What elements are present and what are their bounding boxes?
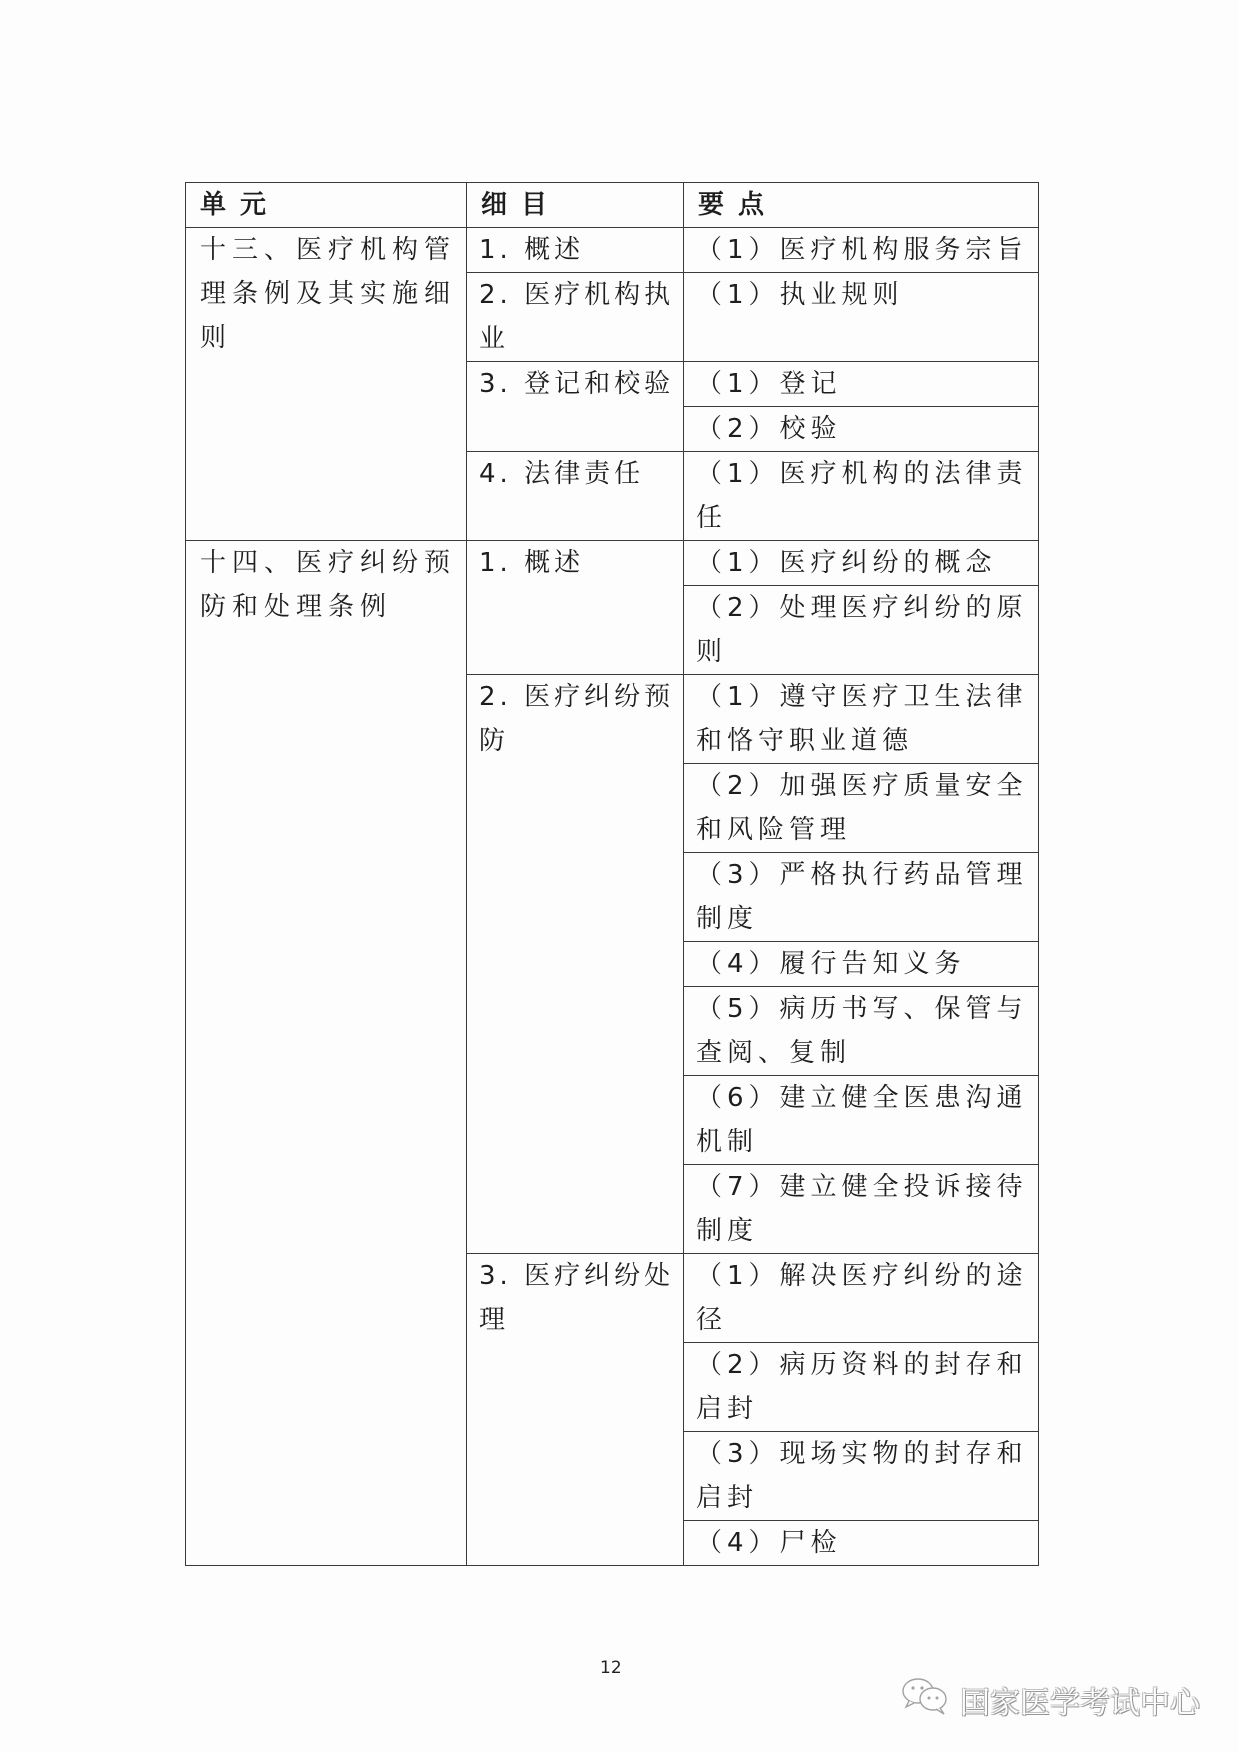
page-number: 12 xyxy=(600,1658,622,1678)
point-cell: （5）病历书写、保管与查阅、复制 xyxy=(684,987,1039,1076)
point-cell: （1）解决医疗纠纷的途径 xyxy=(684,1254,1039,1343)
syllabus-table xyxy=(185,182,1039,1566)
point-cell: （7）建立健全投诉接待制度 xyxy=(684,1165,1039,1254)
watermark xyxy=(900,1676,1200,1724)
item-cell: 1. 概述 xyxy=(467,228,684,273)
unit-cell: 十四、医疗纠纷预防和处理条例 xyxy=(186,541,467,1566)
point-cell: （1）执业规则 xyxy=(684,273,1039,362)
item-cell: 2. 医疗纠纷预防 xyxy=(467,675,684,1254)
point-cell: （3）现场实物的封存和启封 xyxy=(684,1432,1039,1521)
point-cell: （3）严格执行药品管理制度 xyxy=(684,853,1039,942)
wechat-icon xyxy=(900,1676,960,1724)
point-cell: （1）遵守医疗卫生法律和恪守职业道德 xyxy=(684,675,1039,764)
point-cell: （6）建立健全医患沟通机制 xyxy=(684,1076,1039,1165)
unit-cell: 十三、医疗机构管理条例及其实施细则 xyxy=(186,228,467,541)
point-cell: （4）履行告知义务 xyxy=(684,942,1039,987)
item-cell: 3. 登记和校验 xyxy=(467,362,684,452)
point-cell: （2）加强医疗质量安全和风险管理 xyxy=(684,764,1039,853)
point-cell: （2）校验 xyxy=(684,407,1039,452)
point-cell: （1）医疗纠纷的概念 xyxy=(684,541,1039,586)
header-unit: 单元 xyxy=(186,183,467,228)
item-cell: 3. 医疗纠纷处理 xyxy=(467,1254,684,1566)
point-cell: （1）医疗机构的法律责任 xyxy=(684,452,1039,541)
point-cell: （2）处理医疗纠纷的原则 xyxy=(684,586,1039,675)
table-header-row xyxy=(186,183,1039,228)
point-cell: （1）登记 xyxy=(684,362,1039,407)
item-cell: 4. 法律责任 xyxy=(467,452,684,541)
table-row xyxy=(186,228,1039,273)
table-row xyxy=(186,541,1039,586)
point-cell: （4）尸检 xyxy=(684,1521,1039,1566)
watermark-text: 国家医学考试中心 xyxy=(960,1686,1200,1721)
point-cell: （1）医疗机构服务宗旨 xyxy=(684,228,1039,273)
item-cell: 1. 概述 xyxy=(467,541,684,675)
header-item: 细目 xyxy=(467,183,684,228)
point-cell: （2）病历资料的封存和启封 xyxy=(684,1343,1039,1432)
item-cell: 2. 医疗机构执业 xyxy=(467,273,684,362)
header-point: 要点 xyxy=(684,183,1039,228)
